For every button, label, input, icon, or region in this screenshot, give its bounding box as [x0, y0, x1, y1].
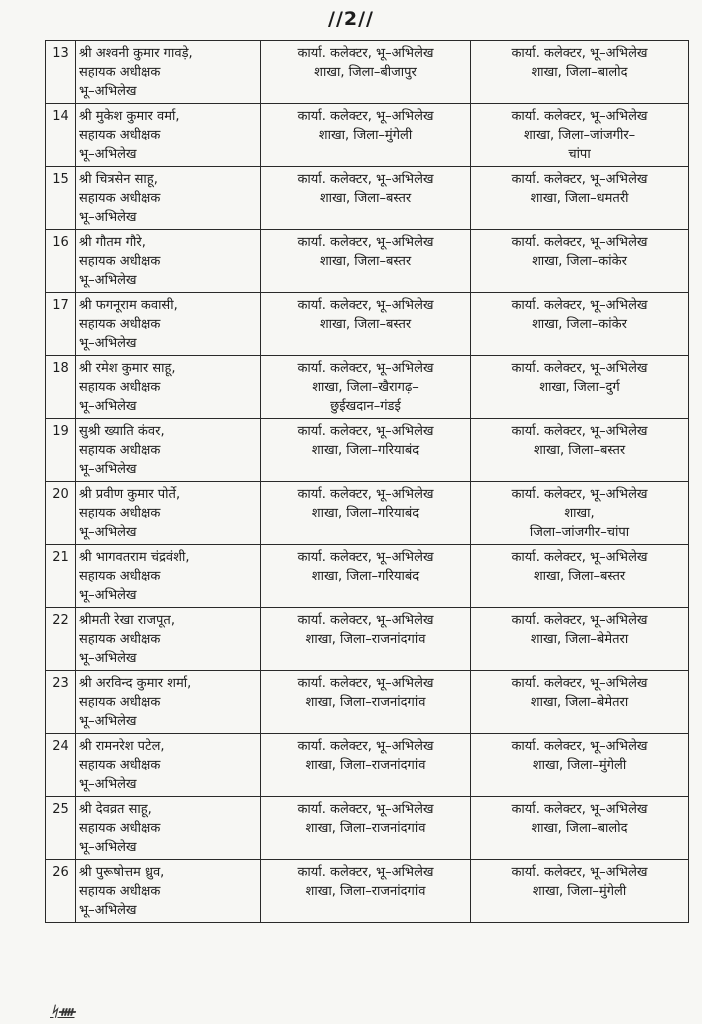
table-row: [46, 41, 689, 104]
cell-text-line: सहायक अधीक्षक: [79, 884, 161, 899]
cell-text-line: भू–अभिलेख: [79, 840, 137, 855]
officer-name-cell: [76, 608, 261, 671]
cell-text-line: कार्या. कलेक्टर, भू–अभिलेख: [511, 550, 648, 565]
cell-text-line: कार्या. कलेक्टर, भू–अभिलेख: [511, 865, 648, 880]
cell-text-line: कार्या. कलेक्टर, भू–अभिलेख: [511, 109, 648, 124]
cell-text-line: श्री मुकेश कुमार वर्मा,: [79, 109, 180, 124]
cell-text-line: शाखा,: [564, 506, 595, 521]
cell-text-line: कार्या. कलेक्टर, भू–अभिलेख: [511, 46, 648, 61]
current-posting-cell: [261, 545, 471, 608]
serial-number-cell: 21: [46, 545, 76, 608]
cell-text-line: भू–अभिलेख: [79, 210, 137, 225]
table-row: [46, 356, 689, 419]
cell-text-line: सहायक अधीक्षक: [79, 443, 161, 458]
table-row: [46, 419, 689, 482]
cell-text-line: कार्या. कलेक्टर, भू–अभिलेख: [297, 613, 434, 628]
serial-number-cell: 14: [46, 104, 76, 167]
cell-text-line: कार्या. कलेक्टर, भू–अभिलेख: [511, 802, 648, 817]
new-posting-cell: [471, 545, 689, 608]
cell-text-line: सहायक अधीक्षक: [79, 506, 161, 521]
cell-text-line: भू–अभिलेख: [79, 462, 137, 477]
cell-text-line: श्री अश्वनी कुमार गावड़े,: [79, 46, 193, 61]
cell-text-line: श्री गौतम गौरे,: [79, 235, 146, 250]
serial-number-cell: 16: [46, 230, 76, 293]
new-posting-cell: [471, 230, 689, 293]
current-posting-cell: [261, 671, 471, 734]
cell-text-line: श्री प्रवीण कुमार पोर्ते,: [79, 487, 181, 502]
officer-name-cell: [76, 293, 261, 356]
cell-text-line: श्री देवव्रत साहू,: [79, 802, 152, 817]
cell-text-line: भू–अभिलेख: [79, 714, 137, 729]
cell-text-line: शाखा, जिला–गरियाबंद: [311, 443, 420, 458]
cell-text-line: शाखा, जिला–राजनांदगांव: [305, 884, 426, 899]
table-row: [46, 167, 689, 230]
new-posting-cell: [471, 41, 689, 104]
new-posting-cell: [471, 293, 689, 356]
table-row: [46, 104, 689, 167]
cell-text-line: कार्या. कलेक्टर, भू–अभिलेख: [297, 109, 434, 124]
cell-text-line: कार्या. कलेक्टर, भू–अभिलेख: [511, 361, 648, 376]
officer-name-cell: [76, 230, 261, 293]
cell-text-line: भू–अभिलेख: [79, 903, 137, 918]
cell-text-line: कार्या. कलेक्टर, भू–अभिलेख: [511, 676, 648, 691]
current-posting-cell: [261, 482, 471, 545]
current-posting-cell: [261, 860, 471, 923]
current-posting-cell: [261, 104, 471, 167]
cell-text-line: शाखा, जिला–कांकेर: [532, 317, 627, 332]
officer-name-cell: [76, 356, 261, 419]
transfer-table: [45, 40, 689, 923]
cell-text-line: श्री फगनूराम कवासी,: [79, 298, 178, 313]
cell-text-line: शाखा, जिला–गरियाबंद: [311, 569, 420, 584]
table-row: [46, 545, 689, 608]
cell-text-line: भू–अभिलेख: [79, 84, 137, 99]
officer-name-cell: [76, 104, 261, 167]
cell-text-line: सहायक अधीक्षक: [79, 191, 161, 206]
current-posting-cell: [261, 419, 471, 482]
table-row: [46, 671, 689, 734]
cell-text-line: शाखा, जिला–बालोद: [531, 821, 628, 836]
cell-text-line: सहायक अधीक्षक: [79, 317, 161, 332]
cell-text-line: शाखा, जिला–मुंगेली: [318, 128, 413, 143]
cell-text-line: शाखा, जिला–धमतरी: [530, 191, 629, 206]
cell-text-line: शाखा, जिला–राजनांदगांव: [305, 695, 426, 710]
cell-text-line: कार्या. कलेक्टर, भू–अभिलेख: [297, 424, 434, 439]
officer-name-cell: [76, 860, 261, 923]
cell-text-line: शाखा, जिला–बस्तर: [319, 317, 412, 332]
cell-text-line: सहायक अधीक्षक: [79, 380, 161, 395]
serial-number-cell: 25: [46, 797, 76, 860]
current-posting-cell: [261, 608, 471, 671]
current-posting-cell: [261, 356, 471, 419]
new-posting-cell: [471, 482, 689, 545]
cell-text-line: भू–अभिलेख: [79, 273, 137, 288]
cell-text-line: कार्या. कलेक्टर, भू–अभिलेख: [297, 550, 434, 565]
cell-text-line: शाखा, जिला–बस्तर: [533, 569, 626, 584]
cell-text-line: शाखा, जिला–कांकेर: [532, 254, 627, 269]
table-row: [46, 608, 689, 671]
cell-text-line: कार्या. कलेक्टर, भू–अभिलेख: [511, 298, 648, 313]
serial-number-cell: 18: [46, 356, 76, 419]
cell-text-line: कार्या. कलेक्टर, भू–अभिलेख: [511, 172, 648, 187]
cell-text-line: श्री पुरूषोत्तम ध्रुव,: [79, 865, 165, 880]
current-posting-cell: [261, 734, 471, 797]
current-posting-cell: [261, 167, 471, 230]
cell-text-line: छुईखदान–गंडई: [330, 399, 401, 414]
cell-text-line: शाखा, जिला–राजनांदगांव: [305, 821, 426, 836]
new-posting-cell: [471, 104, 689, 167]
cell-text-line: कार्या. कलेक्टर, भू–अभिलेख: [297, 865, 434, 880]
cell-text-line: कार्या. कलेक्टर, भू–अभिलेख: [297, 361, 434, 376]
serial-number-cell: 24: [46, 734, 76, 797]
cell-text-line: जिला–जांजगीर–चांपा: [529, 525, 630, 540]
cell-text-line: सहायक अधीक्षक: [79, 632, 161, 647]
cell-text-line: भू–अभिलेख: [79, 777, 137, 792]
serial-number-cell: 26: [46, 860, 76, 923]
new-posting-cell: [471, 860, 689, 923]
serial-number-cell: 13: [46, 41, 76, 104]
cell-text-line: कार्या. कलेक्टर, भू–अभिलेख: [297, 298, 434, 313]
cell-text-line: शाखा, जिला–गरियाबंद: [311, 506, 420, 521]
signature-mark: ᛋᚓ: [50, 1004, 75, 1020]
cell-text-line: सहायक अधीक्षक: [79, 128, 161, 143]
cell-text-line: शाखा, जिला–बीजापुर: [314, 65, 417, 80]
cell-text-line: भू–अभिलेख: [79, 588, 137, 603]
page-number: //2//: [328, 8, 374, 30]
cell-text-line: कार्या. कलेक्टर, भू–अभिलेख: [511, 739, 648, 754]
cell-text-line: शाखा, जिला–बस्तर: [319, 254, 412, 269]
new-posting-cell: [471, 797, 689, 860]
cell-text-line: कार्या. कलेक्टर, भू–अभिलेख: [511, 613, 648, 628]
current-posting-cell: [261, 41, 471, 104]
cell-text-line: कार्या. कलेक्टर, भू–अभिलेख: [511, 235, 648, 250]
cell-text-line: भू–अभिलेख: [79, 651, 137, 666]
cell-text-line: भू–अभिलेख: [79, 147, 137, 162]
table-row: [46, 860, 689, 923]
cell-text-line: सहायक अधीक्षक: [79, 695, 161, 710]
officer-name-cell: [76, 545, 261, 608]
cell-text-line: कार्या. कलेक्टर, भू–अभिलेख: [297, 235, 434, 250]
cell-text-line: श्री चित्रसेन साहू,: [79, 172, 158, 187]
cell-text-line: शाखा, जिला–जांजगीर–: [523, 128, 636, 143]
serial-number-cell: 19: [46, 419, 76, 482]
cell-text-line: कार्या. कलेक्टर, भू–अभिलेख: [297, 739, 434, 754]
cell-text-line: सहायक अधीक्षक: [79, 758, 161, 773]
cell-text-line: भू–अभिलेख: [79, 525, 137, 540]
cell-text-line: शाखा, जिला–बस्तर: [319, 191, 412, 206]
cell-text-line: सहायक अधीक्षक: [79, 254, 161, 269]
cell-text-line: कार्या. कलेक्टर, भू–अभिलेख: [297, 676, 434, 691]
serial-number-cell: 20: [46, 482, 76, 545]
cell-text-line: शाखा, जिला–राजनांदगांव: [305, 632, 426, 647]
officer-name-cell: [76, 41, 261, 104]
new-posting-cell: [471, 734, 689, 797]
cell-text-line: कार्या. कलेक्टर, भू–अभिलेख: [511, 424, 648, 439]
current-posting-cell: [261, 230, 471, 293]
cell-text-line: श्री रामनरेश पटेल,: [79, 739, 165, 754]
table-row: [46, 734, 689, 797]
officer-name-cell: [76, 671, 261, 734]
cell-text-line: शाखा, जिला–बालोद: [531, 65, 628, 80]
cell-text-line: श्री अरविन्द कुमार शर्मा,: [79, 676, 192, 691]
cell-text-line: कार्या. कलेक्टर, भू–अभिलेख: [297, 802, 434, 817]
table-row: [46, 482, 689, 545]
cell-text-line: कार्या. कलेक्टर, भू–अभिलेख: [511, 487, 648, 502]
cell-text-line: कार्या. कलेक्टर, भू–अभिलेख: [297, 172, 434, 187]
new-posting-cell: [471, 167, 689, 230]
current-posting-cell: [261, 293, 471, 356]
cell-text-line: सुश्री ख्याति कंवर,: [79, 424, 165, 439]
cell-text-line: शाखा, जिला–बेमेतरा: [530, 632, 629, 647]
cell-text-line: श्रीमती रेखा राजपूत,: [79, 613, 175, 628]
cell-text-line: शाखा, जिला–राजनांदगांव: [305, 758, 426, 773]
cell-text-line: सहायक अधीक्षक: [79, 65, 161, 80]
officer-name-cell: [76, 734, 261, 797]
cell-text-line: सहायक अधीक्षक: [79, 821, 161, 836]
officer-name-cell: [76, 797, 261, 860]
cell-text-line: शाखा, जिला–दुर्ग: [539, 380, 620, 395]
table-row: [46, 797, 689, 860]
cell-text-line: भू–अभिलेख: [79, 336, 137, 351]
cell-text-line: कार्या. कलेक्टर, भू–अभिलेख: [297, 487, 434, 502]
serial-number-cell: 23: [46, 671, 76, 734]
serial-number-cell: 22: [46, 608, 76, 671]
cell-text-line: शाखा, जिला–मुंगेली: [532, 884, 627, 899]
cell-text-line: चांपा: [568, 147, 591, 162]
officer-name-cell: [76, 482, 261, 545]
cell-text-line: कार्या. कलेक्टर, भू–अभिलेख: [297, 46, 434, 61]
new-posting-cell: [471, 608, 689, 671]
table-row: [46, 230, 689, 293]
cell-text-line: शाखा, जिला–खैरागढ़–: [312, 380, 419, 395]
new-posting-cell: [471, 419, 689, 482]
officer-name-cell: [76, 167, 261, 230]
table-row: [46, 293, 689, 356]
current-posting-cell: [261, 797, 471, 860]
cell-text-line: श्री रमेश कुमार साहू,: [79, 361, 176, 376]
transfer-table-body: [46, 41, 689, 923]
new-posting-cell: [471, 356, 689, 419]
cell-text-line: शाखा, जिला–बस्तर: [533, 443, 626, 458]
cell-text-line: सहायक अधीक्षक: [79, 569, 161, 584]
cell-text-line: शाखा, जिला–बेमेतरा: [530, 695, 629, 710]
new-posting-cell: [471, 671, 689, 734]
serial-number-cell: 17: [46, 293, 76, 356]
cell-text-line: भू–अभिलेख: [79, 399, 137, 414]
cell-text-line: श्री भागवतराम चंद्रवंशी,: [79, 550, 190, 565]
cell-text-line: शाखा, जिला–मुंगेली: [532, 758, 627, 773]
officer-name-cell: [76, 419, 261, 482]
serial-number-cell: 15: [46, 167, 76, 230]
